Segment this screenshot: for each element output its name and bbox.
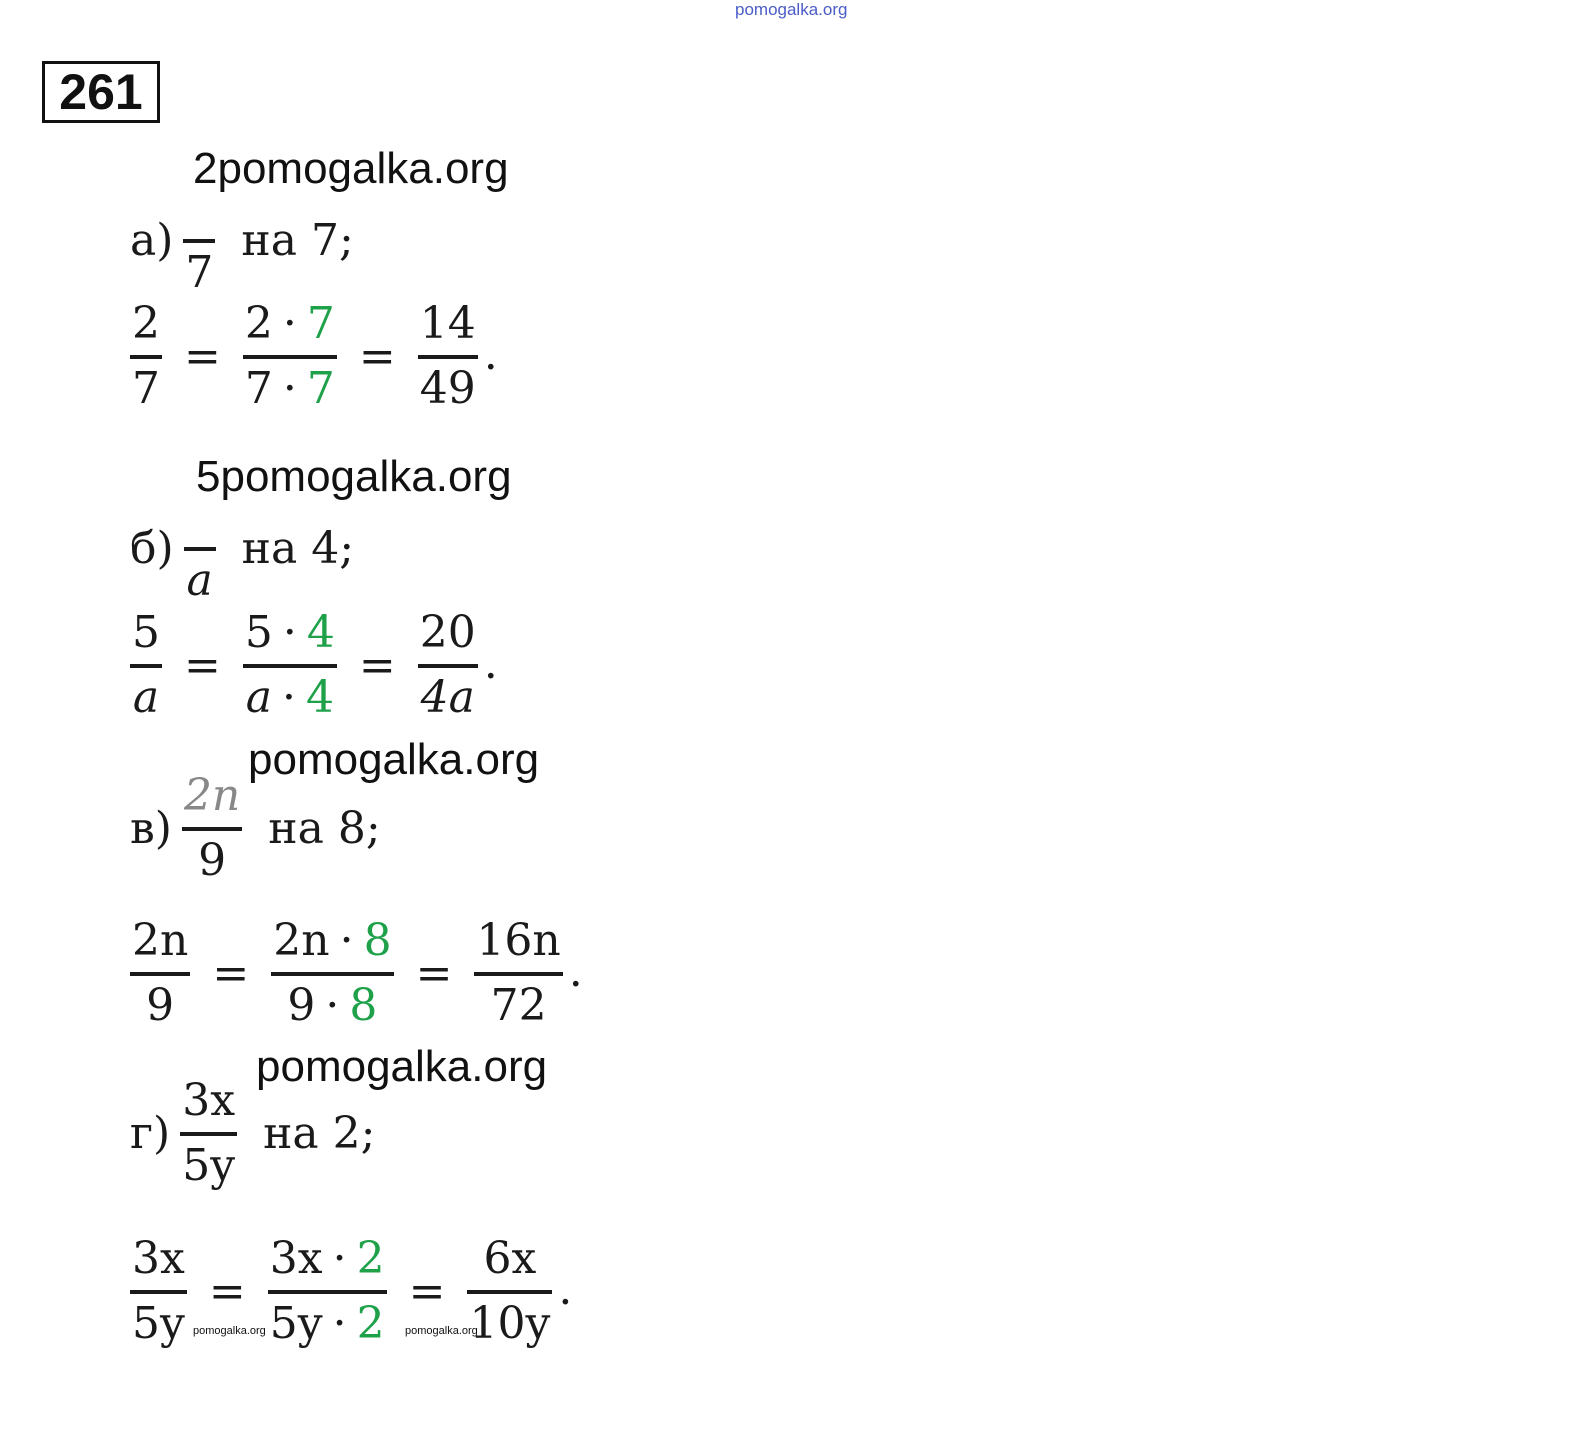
fraction-bar (184, 547, 216, 551)
equals-sign: = (415, 948, 453, 1000)
fraction-bar (243, 355, 337, 359)
numerator (243, 607, 337, 660)
equals-sign: = (408, 1266, 446, 1318)
fraction-bar (130, 1290, 187, 1294)
denominator-base: 5y (269, 1297, 323, 1349)
fraction-bar (130, 972, 190, 976)
multiply-dot: · (325, 979, 340, 1031)
multiply-dot: · (281, 671, 296, 723)
denominator: 4a (420, 671, 475, 723)
numerator: 2 (132, 298, 160, 349)
multiply-dot: · (332, 1233, 347, 1284)
equals-sign: = (358, 640, 396, 692)
equals-sign: = (358, 331, 396, 383)
equals-sign: = (184, 640, 221, 692)
watermark-small: pomogalka.org (405, 1325, 478, 1337)
fraction-bar (418, 355, 478, 359)
denominator (285, 980, 379, 1033)
mid-fraction (268, 1233, 387, 1351)
denominator-base: a (245, 671, 272, 723)
rhs-fraction (474, 915, 562, 1033)
denominator (244, 672, 336, 725)
multiply-dot: · (282, 362, 297, 414)
multiplier: 4 (306, 607, 335, 658)
multiplier: 8 (363, 915, 392, 966)
numerator: 3x (132, 1233, 185, 1284)
numerator (268, 1233, 387, 1286)
multiply-dot: · (282, 607, 297, 658)
rhs-fraction (418, 607, 478, 725)
numerator-base: 3x (269, 1233, 323, 1284)
equation-a (130, 298, 498, 416)
period: . (558, 1263, 573, 1315)
task-fraction (180, 1075, 237, 1193)
denominator: 7 (185, 246, 214, 298)
numerator: 14 (419, 298, 476, 349)
multiplier: 7 (306, 362, 335, 414)
equation-d (130, 1233, 572, 1351)
multiplier: 2 (356, 1233, 385, 1284)
task-fraction (182, 770, 242, 888)
denominator: 5y (132, 1297, 185, 1349)
task-b (130, 490, 354, 608)
denominator: 9 (146, 979, 175, 1031)
multiply-dot: · (332, 1297, 347, 1349)
denominator-base: 9 (287, 979, 316, 1031)
period: . (483, 637, 498, 689)
task-fraction (183, 182, 215, 300)
lhs-fraction (130, 298, 162, 416)
task-text: на 8; (268, 803, 381, 855)
equals-sign: = (184, 331, 221, 383)
fraction-bar (271, 972, 393, 976)
watermark: pomogalka.org (256, 1042, 548, 1091)
fraction-bar (130, 355, 162, 359)
denominator: 72 (490, 979, 547, 1031)
numerator: 2n (132, 915, 189, 966)
denominator (268, 1298, 387, 1351)
period: . (568, 945, 583, 997)
denominator: 9 (198, 834, 227, 886)
fraction-bar (418, 664, 478, 668)
task-a (130, 182, 354, 300)
task-d (130, 1075, 375, 1193)
task-fraction (184, 490, 216, 608)
lhs-fraction (130, 1233, 187, 1351)
problem-number: 261 (42, 61, 160, 123)
denominator: a (132, 671, 160, 723)
rhs-fraction (467, 1233, 552, 1351)
numerator-base: 5 (244, 607, 273, 658)
multiplier: 8 (349, 979, 378, 1031)
fraction-bar (130, 664, 162, 668)
numerator: 2n (183, 770, 241, 821)
mid-fraction (271, 915, 393, 1033)
part-label: г) (130, 1108, 171, 1160)
equation-c (130, 915, 583, 1033)
watermark-small: pomogalka.org (193, 1325, 266, 1337)
equals-sign: = (208, 1266, 246, 1318)
fraction-bar (467, 1290, 552, 1294)
multiply-dot: · (282, 298, 297, 349)
lhs-fraction (130, 915, 190, 1033)
denominator: a (186, 554, 213, 606)
part-label: в) (130, 803, 172, 855)
fraction-bar (183, 239, 215, 243)
fraction-bar (474, 972, 562, 976)
lhs-fraction (130, 607, 162, 725)
denominator: 49 (419, 362, 476, 414)
denominator: 7 (132, 362, 160, 414)
numerator: 20 (419, 607, 476, 658)
fraction-bar (180, 1132, 237, 1136)
numerator: 3x (182, 1075, 236, 1126)
watermark: 5pomogalka.org (196, 452, 512, 501)
equation-b (130, 607, 498, 725)
denominator: 5y (182, 1139, 236, 1191)
numerator: 16n (476, 915, 561, 966)
mid-fraction (243, 298, 337, 416)
task-c (130, 770, 381, 888)
numerator: 6x (483, 1233, 537, 1284)
top-watermark: pomogalka.org (735, 0, 848, 19)
watermark: 2pomogalka.org (193, 144, 509, 193)
numerator (243, 298, 337, 351)
numerator: 5 (132, 607, 160, 658)
part-label: б) (130, 523, 174, 575)
numerator (271, 915, 393, 968)
mid-fraction (243, 607, 337, 725)
watermark: pomogalka.org (248, 735, 540, 784)
multiply-dot: · (339, 915, 354, 966)
denominator: 10y (469, 1297, 551, 1349)
denominator (243, 363, 337, 416)
task-text: на 2; (263, 1108, 376, 1160)
equals-sign: = (212, 948, 250, 1000)
multiplier: 2 (356, 1297, 385, 1349)
period: . (483, 328, 498, 380)
numerator-base: 2 (244, 298, 273, 349)
fraction-bar (268, 1290, 387, 1294)
numerator-base: 2n (273, 915, 330, 966)
rhs-fraction (418, 298, 478, 416)
part-label: а) (130, 215, 174, 267)
fraction-bar (243, 664, 337, 668)
task-text: на 4; (241, 523, 355, 575)
multiplier: 7 (306, 298, 335, 349)
task-text: на 7; (241, 215, 354, 267)
denominator-base: 7 (244, 362, 273, 414)
multiplier: 4 (305, 671, 334, 723)
fraction-bar (182, 827, 242, 831)
